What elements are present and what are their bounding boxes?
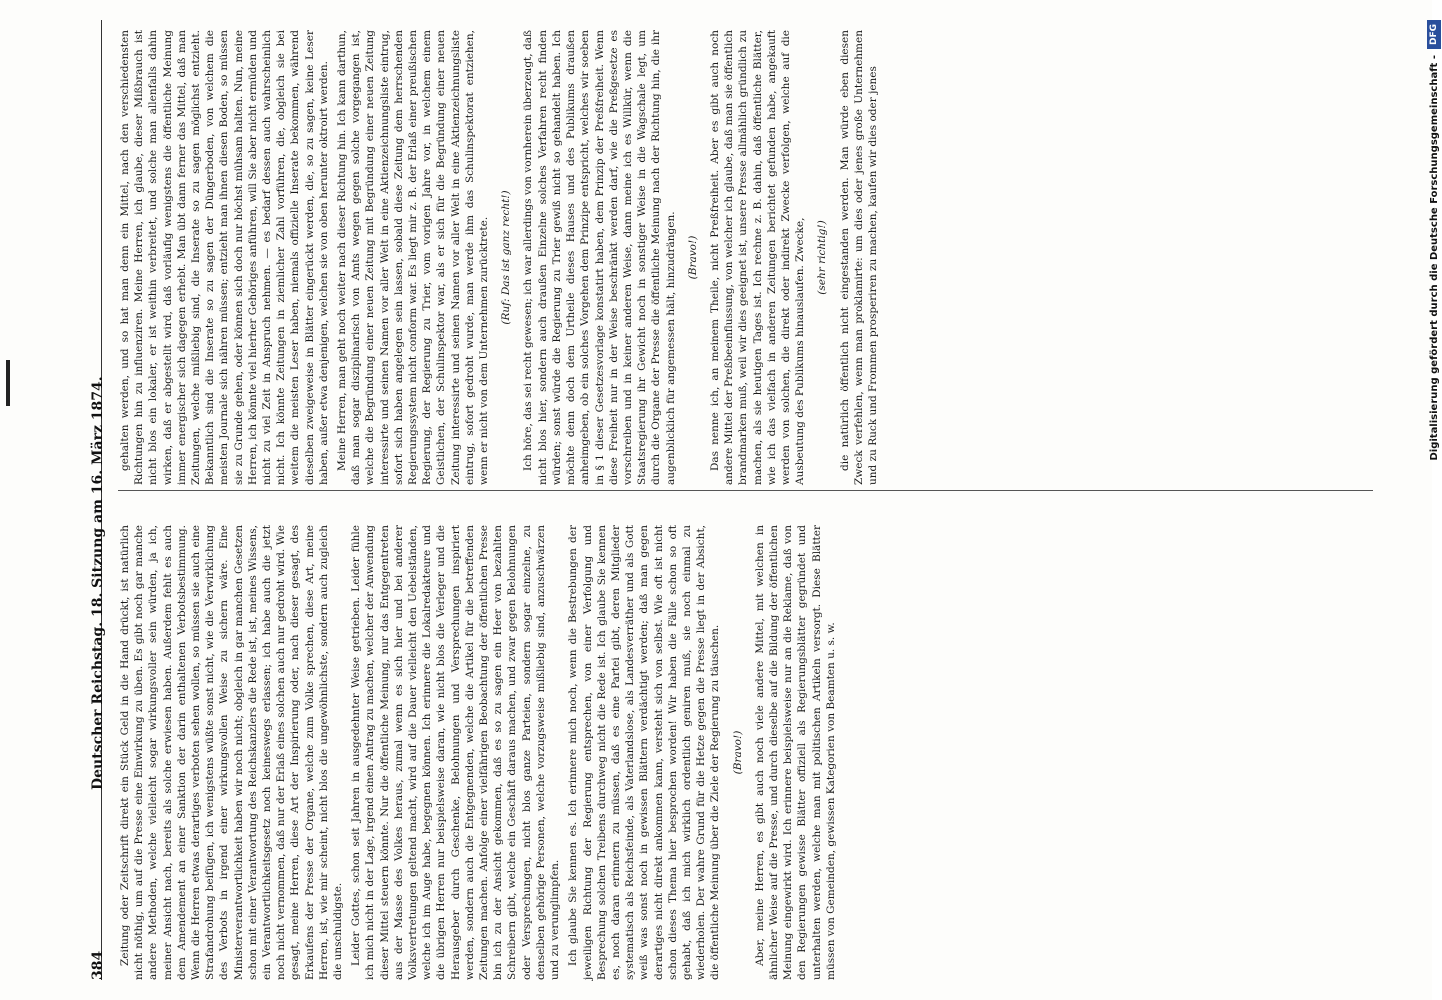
scan-edge-mark: [6, 360, 10, 406]
interjection: (sehr richtig!): [816, 220, 829, 295]
paragraph: Zeitung oder Zeitschrift direkt ein Stück Geld in die Hand drückt, ist natürlich nicht nöthig, um auf die Presse eine Einwirkung zu üben. Es gibt noch gar manche andere Methoden, welche vielleicht sogar wirkungsvoller sein würden, ja ich, meiner Ansicht nach, bereits als solche erwiesen haben. Außerdem fehlt es auch dem Amendement an einer Sanktion der darin enthaltenen Verbotsbestimmung. Wenn die Herren etwas derartiges verboten sehen wollen, so müssen sie auch eine Strafandrohung beifügen, ich wenigstens wüßte sonst nicht, wie die Verwirklichung des Verbots in irgend einer wirkungsvollen Weise zu sichern wäre. Eine Ministerverantwortlichkeit haben wir noch nicht; obgleich in gar manchen Gesetzen schon mit einer Verantwortung des Reichskanzlers die Rede ist, ist, meines Wissens, ein Verantwortlichkeitsgesetz noch keineswegs erlassen; ich habe auch die jetzt noch nicht vernommen, daß nur der Erlaß eines solchen auch nur gedroht wird. Wie gesagt, meine Herren, diese Art der Inspirierung oder, nach dieser gesagt, des Erkaufens der Presse der Organe, welche zum Volke sprechen, diese Art, meine Herren, ist, wie mir scheint, nicht blos die ungewöhnlichste, sondern auch zugleich die unschuldigste.: [119, 525, 345, 980]
right-text-column: [118, 30, 1368, 485]
interjection: (Bravo!): [731, 730, 744, 775]
paragraph: Das nenne ich, an meinem Theile, nicht Preßfreiheit. Aber es gibt auch noch andere Mittel der Preßbeeinflussung, von welcher ich glaube, daß man sie öffentlich brandmarken muß, weil wir dies geeignet ist, unsere Presse allmählich gründlich zu machen, als sie heutigen Tages ist. Ich rechne z. B. dahin, daß öffentliche Blätter, wie ich das vielfach in anderen Zeitungen berichtet gefunden habe, angekauft werden von solchen, die direkt oder indirekt Zwecke verfolgen, welche auf die Ausbeutung des Publikums hinauslaufen. Zwecke,: [708, 30, 807, 485]
stamp-text: Digitalisierung gefördert durch die Deutsche Forschungsgemeinschaft -: [1428, 55, 1440, 461]
interjection: (Ruf: Das ist ganz recht!): [500, 190, 513, 325]
paragraph: Meine Herren, man geht noch weiter nach dieser Richtung hin. Ich kann darthun, daß man sogar disziplinarisch von Amts wegen gegen solche vorgegangen ist, welche die Begründung einer neuen Zeitung mit Begründung einer neuen Zeitung interessirte und seinen Namen vor aller Welt in eine Aktienzeichnungsliste eintrug, sofort sich haben angelegen sein lassen, sobald diese Zeitung dem herrschenden Regierungssystem nicht conform war. Es liegt mir z. B. der Erlaß einer preußischen Regierung, der Regierung zu Trier, vom vorigen Jahre vor, in welchem einem Geistlichen, der Schulinspektor war, als er sich für die Begründung einer neuen Zeitung interessirte und seinen Namen vor aller Welt in eine Aktienzeichnungsliste eintrug, sofort gedroht wurde, man werde ihm das Schulinspektorat entziehen, wenn er nicht von dem Unternehmen zurücktrete.: [336, 30, 491, 485]
paragraph: die natürlich öffentlich nicht eingestanden werden. Man würde eben diesen Zweck verfehlen, wenn man proklamirte: um dies oder jenes große Unternehmen und zu Ruck und Frommen prosperiren zu machen, kaufen wir dies oder jenes: [838, 30, 879, 485]
digitization-stamp: [1412, 20, 1440, 980]
paragraph: Aber, meine Herren, es gibt auch noch viele andere Mittel, mit welchen in ähnlicher Weise auf die Presse, und durch dieselbe auf die Bildung der öffentlichen Meinung eingewirkt wird. Ich erinnere beispielsweise nur an die Reklame, daß von den Regierungen gewisse Blätter offiziell als Regierungsblätter gegründet und unterhalten werden, welche man mit politischen Artikeln versorgt. Diese Blätter müssen von Gemeinden, gewissen Kategorien von Beamten u. s. w.: [753, 525, 837, 980]
rotated-page-content: [86, 30, 1366, 980]
column-divider: [118, 490, 1373, 491]
paragraph: gehalten werden, und so hat man denn ein Mittel, nach den verschiedensten Richtungen hin zu influenziren. Meine Herren, ich glaube, dieser Mißbrauch ist nicht blos ein lokaler, er ist weithin verbreitet, und solche man allenfalls dahin wirken, daß er abgestellt wird, daß vorläufig wenigstens die öffentliche Meinung immer energischer sich dagegen erhebt. Man übt dann ferner das Mittel, daß man Zeitungen, welche mißliebig sind, die Inserate so zu sagen möglichst entzieht. Bekanntlich sind die Inserate so zu sagen der Düngerboden, von welchem die meisten Journale sich nähren müssen; entzieht man ihnen diesen Boden, so müssen sie zu Grunde gehen, oder können sich doch nur höchst mühsam halten. Nun, meine Herren, ich könnte viel hierher Gehöriges anführen, will Sie aber nicht ermüden und nicht zu viel Zeit in Anspruch nehmen. — es bedarf dessen auch wahrscheinlich nicht. Ich könnte Zeitungen in ziemlicher Zahl vorführen, die, obgleich sie bei weitem die meisten Leser haben, niemals offizielle Inserate bekommen, während dieselben zweigeweise in Blätter eingerückt werden, die, so zu sagen, keine Leser haben, außer etwa denjenigen, welchen sie von oben herunter oktroirt werden.: [119, 30, 330, 485]
paragraph: Ich glaube Sie kennen es. Ich erinnere mich noch, wenn die Bestrebungen der jeweiligen Richtung der Regierung entsprechen, von einer Verfolgung und Besprechung solchen Treibens durchweg nicht die Rede ist. Ich glaube Sie kennen es, noch daran erinnern zu müssen, daß es eine Partei gibt, deren Mitglieder systematisch als Reichsfeinde, als Vaterlandslose, als Landesverräther und als Gott weiß was sonst noch in gewissen Blättern verdächtigt werden; daß man gegen derartiges nicht direkt ankommen kann, versteht sich von selbst. Wie oft ist nicht schon dieses Thema hier besprochen worden! Wir haben die Fälle schon so oft gehabt, daß ich mich wirklich ordentlich geniren muß, sie noch einmal zu wiederholen. Der wahre Grund für die Hetze gegen die Presse liegt in der Absicht, die öffentliche Meinung über die Ziele der Regierung zu täuschen.: [567, 525, 722, 980]
dfg-logo-badge: DFG: [1427, 20, 1441, 49]
left-text-column: [118, 525, 1368, 980]
paragraph: Leider Gottes, schon seit Jahren in ausgedehnter Weise getrieben. Leider fühle ich mich nicht in der Lage, irgend einen Antrag zu machen, welcher der Anwendung dieser Mittel steuern könnte. Nur die öffentliche Meinung, nur das Entgegentreten aus der Masse des Volkes heraus, zumal wenn es sich hier und bei anderer Volksvertretungen geltend macht, wird auf die Dauer vielleicht den Uebelständen, welche ich im Auge habe, begegnen können. Ich erinnere die Lokalredakteure und die übrigen Herren nur beispielsweise daran, wie nicht blos die Verleger und die Herausgeber durch Geschenke, Belohnungen und Versprechungen inspiriert werden, sondern auch die Entgegnenden, welche die Artikel für die betreffenden Zeitungen machen. Anfolge einer vielfährigen Beobachtung der öffentlichen Presse bin ich zu der Ansicht gekommen, daß es so zu sagen ein Heer von bezahlten Schreibern gibt, welche ein Geschäft daraus machen, und zwar gegen Belohnungen oder Versprechungen, nicht blos ganze Parteien, sondern sogar einzelne, zu denselben gehörige Personen, welche vorzugsweise mißliebig sind, anzuschwärzen und zu verunglimpfen.: [350, 525, 562, 980]
page-body: [118, 30, 1368, 980]
paragraph: Ich höre, das sei recht gewesen; ich war allerdings von vornherein überzeugt, daß nicht blos hier, sondern auch draußen Einzelne solches Verfahren recht finden würden; sonst würde die Regierung zu Trier gewiß nicht so gehandelt haben. Ich möchte denn doch dem Urtheile dieses Hauses und des Publikums draußen anheimgeben, ob ein solches Vorgehen dem Prinzipe entspricht, welches wir soeben in § 1 dieser Gesetzesvorlage konstatirt haben, dem Prinzip der Preßfreiheit. Wenn diese Freiheit nur in der Weise beschränkt werden darf, wie die Preßgesetze es vorschreiben und in keiner anderen Weise, dann meine ich es Willkür, wenn die Staatsregierung ihr Gewicht noch in sonstiger Weise in die Wagschale legt, um durch die Organe der Presse die öffentliche Meinung nach der Richtung hin, die ihr augenblicklich für angemessen hält, hinzudrängen.: [522, 30, 677, 485]
page-header: [86, 30, 112, 980]
interjection: (Bravo!): [686, 235, 699, 280]
running-title: Deutscher Reichstag. 18. Sitzung am 16. März 1874.: [90, 376, 106, 790]
page-number: 384: [90, 950, 106, 980]
